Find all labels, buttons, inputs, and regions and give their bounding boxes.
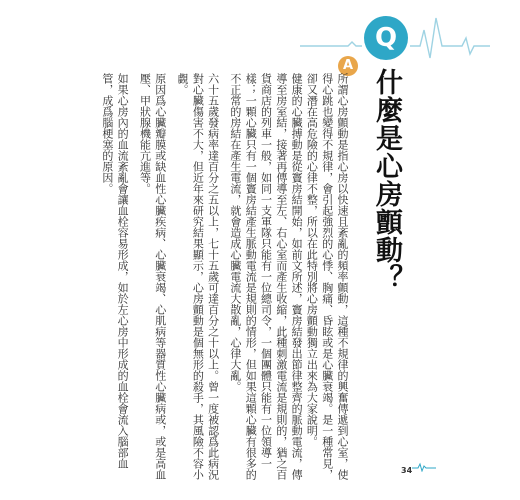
- paragraph: 所謂心房顫動是指心房以快速且紊亂的頻率顫動，這種不規律的興奮傳遞到心室，使得心跳也變得不規律，會引起強烈的心悸、胸痛、昏眩或是心臟衰竭。是一種常見，卻又潛在高危險的心律不整，所以在此特別將心房顫動獨立出來為大家說明。: [305, 73, 349, 480]
- article-body: [93, 73, 350, 485]
- paragraph: 六十五歲發病率達百分之五以上，七十五歲可達百分之十以上。曾一度被認爲此病況對心臟傷害不大，但近年來研究結果顯示，心房顫動是個無形的殺手，其風險不容小覷。: [176, 73, 220, 480]
- paragraph: 原因爲心臟瓣膜或缺血性心臟疾病、心臟衰竭、心肌病等器質性心臟病或，或是高血壓、甲狀腺機能亢進等。: [138, 73, 167, 480]
- footer-ecg-icon: [412, 462, 436, 472]
- page-number: 34: [401, 466, 413, 475]
- question-badge: Q: [364, 16, 408, 60]
- paragraph: 如果心房內的血流紊亂會讓血栓容易形成，如於左心房中形成的血栓會流入腦部血管，成爲腦梗塞的原因。: [100, 73, 130, 469]
- answer-badge: A: [338, 56, 358, 76]
- page-title: 什麼是心房顫動？: [371, 68, 402, 292]
- paragraph: 健康的心臟搏動是從竇房結開始，如前文所述，竇房結發出節律整齊的脈動電流，傳導至房室結，接著再傳導至左、右心室而產生收縮，此種刺激電流是規則的，猶之百貨商店的列車一般，如同一支軍隊只能有一位總司令，一個團體只能有一位領導一樣；一顆心臟只有一個竇房結產生脈動電流是規則的情形，但如果這顆心臟有很多的不正常的房結在產生電流，就會造成心臟電流大散亂，心律大亂。: [228, 73, 304, 480]
